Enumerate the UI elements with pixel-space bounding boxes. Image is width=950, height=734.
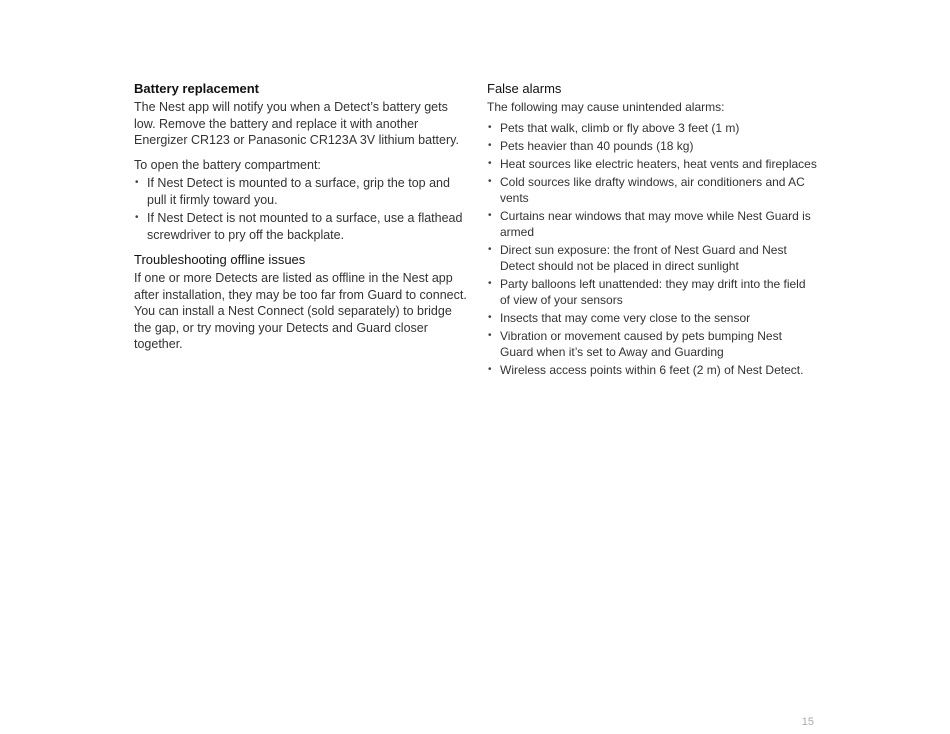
list-item: • Insects that may come very close to the sensor <box>487 310 817 326</box>
battery-replacement-body: The Nest app will notify you when a Detect’s battery gets low. Remove the battery and replace it with another Energizer CR123 or Panasonic CR123A 3V lithium battery. <box>134 100 459 147</box>
list-item: • Vibration or movement caused by pets bumping Nest Guard when it’s set to Away and Guarding <box>487 328 817 360</box>
list-item: • Heat sources like electric heaters, heat vents and fireplaces <box>487 156 817 172</box>
page-number: 15 <box>801 716 814 728</box>
left-column <box>134 80 469 353</box>
list-item: • Cold sources like drafty windows, air conditioners and AC vents <box>487 174 817 206</box>
battery-replacement-heading: Battery replacement <box>134 81 259 96</box>
open-compartment-steps <box>134 175 469 243</box>
list-item: • Pets that walk, climb or fly above 3 feet (1 m) <box>487 120 817 136</box>
list-item: • Party balloons left unattended: they may drift into the field of view of your sensors <box>487 276 817 308</box>
false-alarm-causes <box>487 120 817 378</box>
list-item: • Curtains near windows that may move while Nest Guard is armed <box>487 208 817 240</box>
list-item: • If Nest Detect is not mounted to a surface, use a flathead screwdriver to pry off the backplate. <box>134 210 469 243</box>
list-item: • Pets heavier than 40 pounds (18 kg) <box>487 138 817 154</box>
list-item: • Wireless access points within 6 feet (2 m) of Nest Detect. <box>487 362 817 378</box>
troubleshooting-offline-body: If one or more Detects are listed as offline in the Nest app after installation, they may be too far from Guard to connect. You can install a Nest Connect (sold separately) to bridge the gap, or try moving your Detects and Guard closer together. <box>134 271 467 351</box>
list-item: • If Nest Detect is mounted to a surface, grip the top and pull it firmly toward you. <box>134 175 469 208</box>
list-item: • Direct sun exposure: the front of Nest Guard and Nest Detect should not be placed in direct sunlight <box>487 242 817 274</box>
right-column <box>487 80 817 378</box>
open-compartment-intro: To open the battery compartment: <box>134 157 321 172</box>
false-alarms-heading: False alarms <box>487 81 562 96</box>
troubleshooting-offline-heading: Troubleshooting offline issues <box>134 252 306 267</box>
false-alarms-intro: The following may cause unintended alarms: <box>487 100 725 114</box>
